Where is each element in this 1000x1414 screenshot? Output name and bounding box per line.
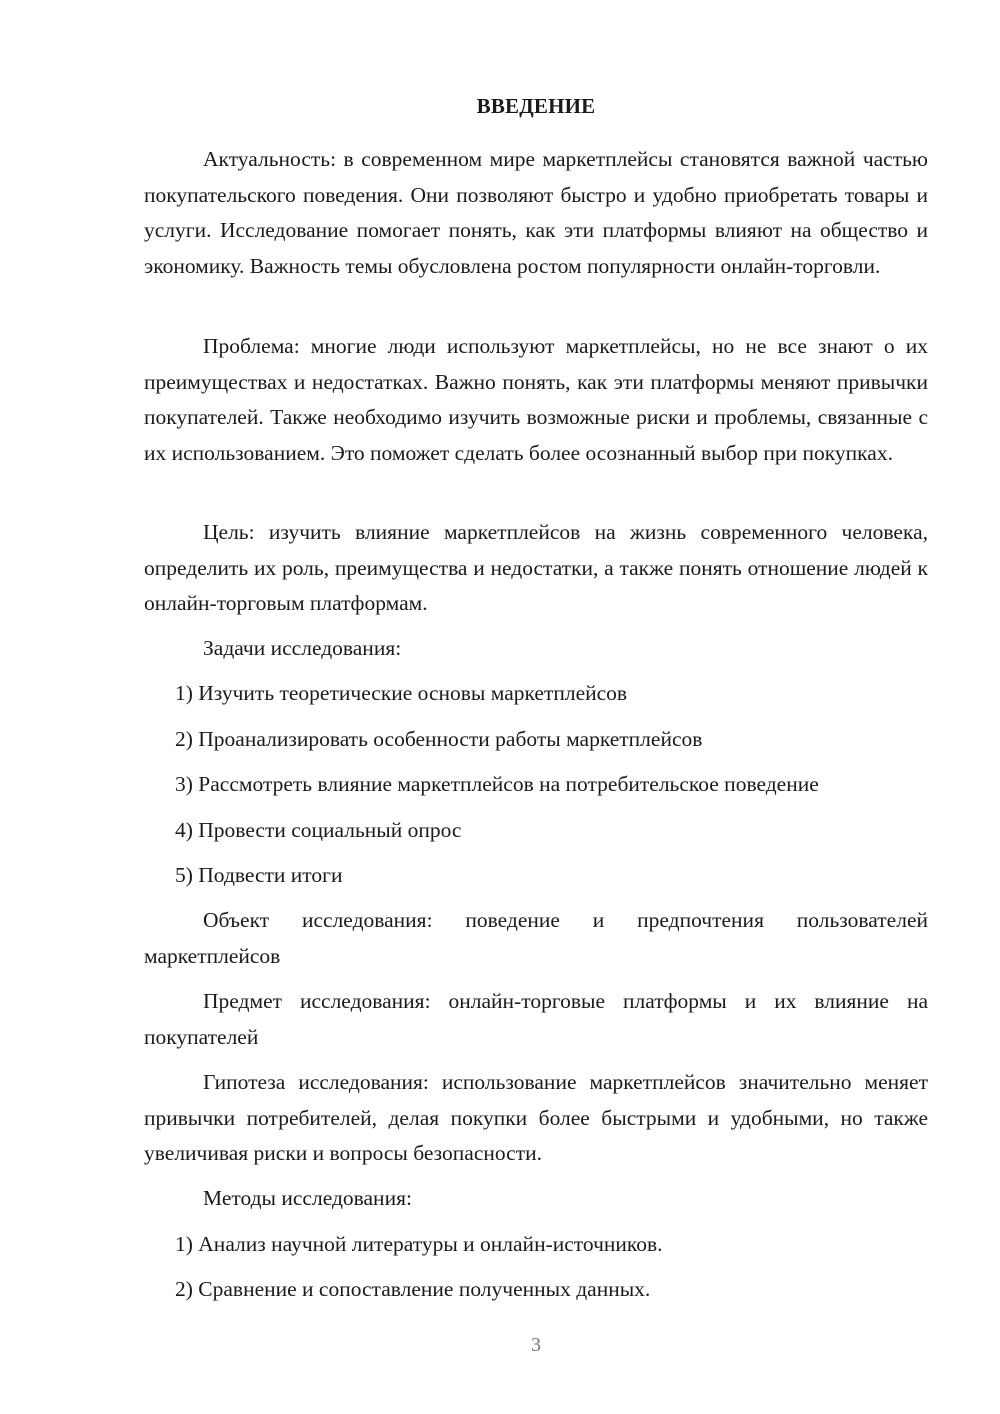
hypothesis-paragraph: Гипотеза исследования: использование маркетплейсов значительно меняет привычки потребителей, делая покупки более быстрыми и удобными, но также увеличивая риски и вопросы безопасности. [144,1070,928,1165]
goal-paragraph: Цель: изучить влияние маркетплейсов на жизнь современного человека, определить их роль, преимущества и недостатки, а также понять отношение людей к онлайн-торговым платформам. [144,520,928,615]
problem-paragraph: Проблема: многие люди используют маркетплейсы, но не все знают о их преимуществах и недостатках. Важно понять, как эти платформы меняют привычки покупателей. Также необходимо изучить возможные риски и проблемы, связанные с их использованием. Это поможет сделать более осознанный выбор при покупках. [144,334,928,465]
page-title: ВВЕДЕНИЕ [476,94,596,118]
task-item: 1) Изучить теоретические основы маркетплейсов [175,681,628,705]
object-paragraph: Объект исследования: поведение и предпочтения пользователей маркетплейсов [144,908,928,968]
task-item: 4) Провести социальный опрос [175,818,462,842]
task-item: 5) Подвести итоги [175,863,343,887]
relevance-paragraph: Актуальность: в современном мире маркетплейсы становятся важной частью покупательского поведения. Они позволяют быстро и удобно приобретать товары и услуги. Исследование помогает понять, как эти платформы влияют на общество и экономику. Важность темы обусловлена ростом популярности онлайн-торговли. [144,147,928,278]
methods-title: Методы исследования: [203,1186,412,1210]
task-item: 2) Проанализировать особенности работы маркетплейсов [175,727,703,751]
method-item: 1) Анализ научной литературы и онлайн-источников. [175,1232,663,1256]
method-item: 2) Сравнение и сопоставление полученных данных. [175,1277,651,1301]
subject-paragraph: Предмет исследования: онлайн-торговые платформы и их влияние на покупателей [144,989,928,1049]
page-number: 3 [531,1334,541,1356]
task-item: 3) Рассмотреть влияние маркетплейсов на потребительское поведение [175,772,819,796]
tasks-title: Задачи исследования: [203,636,402,660]
